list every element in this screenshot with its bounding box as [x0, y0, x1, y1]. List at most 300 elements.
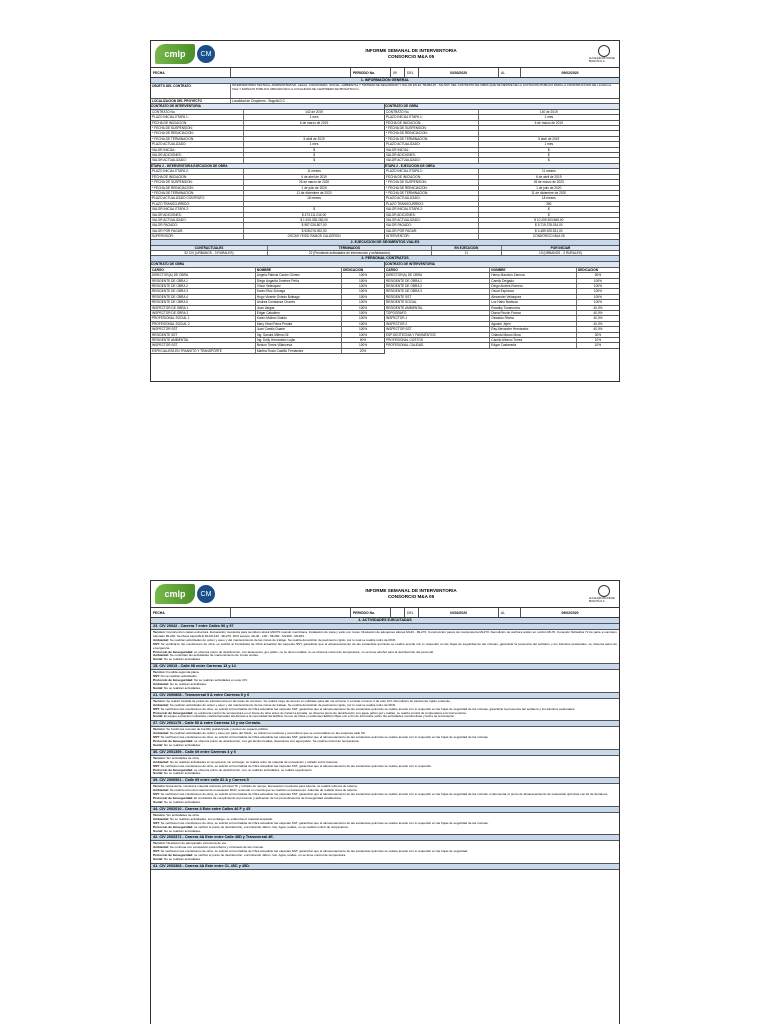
personnel-nombre: Alexander Velásquez — [490, 295, 577, 299]
fecha-label: FECHA — [151, 68, 231, 77]
report-title — [233, 588, 589, 600]
activity-line-text: No se realizan actividades en la semana; sin embargo, se realiza retiro de material de excavación y sellado sobre basuras. — [169, 759, 339, 764]
seal-icon — [598, 585, 610, 597]
period-to: 09/02/2020 — [561, 70, 579, 75]
col-nombre: NOMBRE — [490, 268, 577, 272]
row-label: PLAZO ACTUALIZADO: — [151, 142, 244, 146]
segment-value-cell: 22 (Pendiente actividades de intervención y señalización) — [268, 251, 432, 255]
activity-line-key: Ambiental: — [153, 702, 169, 707]
personnel-nombre: Martha Rocio Castillo Fernández — [256, 349, 342, 353]
objeto-text: INTERVENTORIA TECNICA, ADMINISTRATIVA, LEGAL, FINANCIERA, SOCIAL, AMBIENTAL Y SISTEMA DE SEGURIDAD Y SALUD EN EL TRABAJO - SG-SST, DEL CONTRATO DE OBRA QUE SE DERIVE DE LA LICITACION PUBLICA PARA LA CONSTRUCCION DE LA MALLA VIAL Y ESPACIO PUBLICO UBICADO EN LA LOCALIDAD DE CHAPINERO EN BOGOTA D.C. — [232, 84, 612, 91]
personnel-nombre: Andrea Constanza Chaves — [256, 300, 342, 304]
row-label: PLAZO INICIAL ETAPA 1: — [151, 115, 244, 119]
al-label: AL — [499, 608, 521, 617]
fecha-value — [231, 608, 351, 617]
activity-body — [151, 784, 619, 807]
activity-line-text: No se realizan actividades. — [164, 800, 202, 804]
personnel-nombre: Karen Molina Giraldo — [256, 316, 342, 320]
personnel-dedicacion: 100% — [358, 343, 368, 348]
personnel-nombre: Orlando Mauro Mora — [490, 333, 577, 337]
activity-line-text: No se realizan actividades. — [164, 771, 202, 776]
personal-obra-table — [151, 262, 385, 354]
activity-line-text: No se realizan actividades en este CIV. — [194, 678, 248, 683]
personnel-dedicacion: 30% — [594, 332, 602, 337]
activity-line — [153, 801, 617, 805]
personnel-cargo: ESP.GEOTECNIA Y PAVIMENTOS — [385, 333, 490, 337]
col-dedicacion: DEDICACION — [343, 267, 364, 272]
logo-mark: cmlp — [155, 584, 195, 604]
personnel-cargo: RESIDENTE DE OBRA 2 — [151, 284, 256, 288]
personnel-dedicacion: 100% — [358, 332, 368, 337]
row-value: $ 4.489.925.531,00 — [535, 228, 563, 233]
periodo-label: PERIODO No. — [351, 68, 391, 77]
personnel-cargo: INSPECTOR DE OBRA 2 — [151, 311, 256, 315]
personnel-nombre: Ray Alexander Hernández — [490, 327, 577, 331]
period-to: 09/02/2020 — [561, 610, 579, 615]
personnel-cargo: RESIDENTE SST — [385, 295, 490, 299]
row-label: * FECHA DE SUSPENSION: — [151, 126, 244, 130]
activity-line-text: se observa punto de desinfección, con no realizan actividades, se realiza seguimiento. — [194, 767, 313, 772]
activity-line-text: Se realizan actividades de orden y aseo por parte del SGAL, se retiran los residuos y escombros que se encontraban en las esquinas calle 50. — [169, 731, 366, 736]
row-label: VALOR INICIAL ETAPA 2: — [385, 207, 479, 211]
personnel-dedicacion: 100% — [358, 327, 368, 332]
segment-value-cell: 19 (URBANOS - 3 RURALES) — [539, 250, 582, 255]
activity-line-key: Ambiental: — [153, 731, 169, 736]
row-value: 18 meses — [307, 196, 321, 201]
personnel-dedicacion: 100% — [593, 289, 602, 294]
activity-line-key: Ambiental: — [153, 653, 169, 658]
personnel-cargo: INSPECTOR SST — [151, 343, 256, 347]
title-line-2: CONSORCIO M&A 05 — [387, 54, 435, 59]
personnel-cargo: RESIDENTE DE OBRA 1 — [151, 279, 256, 283]
row-label: VALOR POR PAGAR: — [151, 229, 244, 233]
row-value: $ 987.026.807,00 — [301, 223, 327, 228]
personal-obra-title: CONTRATO DE OBRA — [151, 262, 384, 267]
activity-title: 41. CIV 2003368 - Carrera 4A Este entre CL 45C y 45D. — [151, 864, 619, 870]
activity-line-key: Ambiental: — [153, 845, 169, 850]
seal-text: ALCALDÍA MAYOR DE BOGOTÁ D.C. — [589, 597, 615, 603]
activity-line-text: Se realizó fundida de juntas de transferencia en las losas de concreto. Se realiza riego de acceso en subbase para dar vía al tramo 1 a iniciar el tramo 2 de este CIV. Demolición de pavimento rígido existente. — [166, 698, 451, 703]
activity-line-text: Se verificaron las condiciones de obra, se solicitó al Contratista de Obra actualizar las carpetas SST, garantizar que el almacenamiento de las sustancias químicas se realice acorde con lo requerido en las hojas de seguridad de las mismas, garantizar la presencia del señalero y los tránsitos peatonales. — [160, 706, 576, 711]
activity-line-key: Tecnico: — [153, 698, 166, 703]
personnel-cargo: RESIDENTE DE OBRA 5 — [151, 300, 256, 304]
activity-title: 37. CIV 2001175 - Calle 50 A entre Carreras 13 y vía Cerrada. — [151, 721, 619, 727]
activity-line-key: Tecnico: — [153, 630, 166, 634]
activity-line-key: Social: — [153, 800, 164, 804]
section-segmentos: 2. EJECUCION DE SEGMENTOS VIALES — [151, 240, 619, 246]
personnel-cargo: RESIDENTE AMBIENTAL — [151, 338, 256, 342]
activity-line-text: No se realizan actividades. — [164, 857, 202, 862]
row-value — [479, 126, 619, 130]
activity-line-key: Protocolo de bioseguridad: — [153, 824, 194, 829]
activity-line-text: se verificó el punto de desinfección, encontrando Jabón, Gel, Agua, toallas, no se tiene control de temperatura. — [194, 853, 347, 858]
personnel-nombre: Diana Pinzón Franco — [490, 311, 577, 315]
activity-line-text: Se verificaron las condiciones de obra, se solicitó al Contratista de Obra actualizar las carpetas SST, garantizar que el almacenamiento de las sustancias químicas se realice acorde con lo requerido en las hojas de seguridad. — [160, 849, 469, 854]
row-value: 11 de diciembre de 2020 — [296, 190, 332, 195]
personal-interv-title: CONTRATO DE INTERVENTORIA — [385, 262, 619, 267]
activity-line-text: No se realizan actividades. — [164, 685, 202, 690]
activity-body — [151, 841, 619, 864]
personnel-nombre: Camilo Alfonso Torres — [490, 338, 577, 342]
row-label: INTERVENTOR: — [385, 234, 479, 238]
activity-line-key: SST: — [153, 849, 160, 854]
activity-line-text: Se verificaron las condiciones de obra, se solicitó al Contratista de Obra actualizar las carpetas SST, garantizar que el almacenamiento de las sustancias químicas se realice acorde con lo requerido en las hojas de seguridad de las mismas. — [160, 820, 489, 825]
activity-line-text: Sin actividades de obra. — [166, 755, 200, 760]
personnel-cargo: PROFESIONAL COSTOS — [385, 338, 490, 342]
activity-line-key: Tecnico: — [153, 812, 166, 817]
report-title — [233, 48, 589, 60]
activity-line-text: No se realizan actividades. — [164, 828, 202, 833]
personnel-dedicacion: 100% — [358, 316, 368, 321]
segment-header-cell: POR INICIAR — [550, 245, 571, 250]
personnel-dedicacion: 20% — [359, 348, 367, 353]
row-value: 11 meses — [541, 169, 556, 174]
title-line-1: INFORME SEMANAL DE INTERVENTORIA — [365, 588, 457, 593]
personnel-dedicacion: 40,0% — [593, 316, 603, 321]
activity-line-text: Se verificaron las condiciones de obra, se solicitó al Contratista de Obra actualizar las carpetas SST, garantizar que el almacenamiento de las sustancias químicas se realice acorde con lo requerido en las hojas de seguridad de las mismas, garantizar la presencia del señalero y los tránsitos peatonales, se observa aviso de emergencia. — [153, 641, 617, 650]
personnel-cargo: PROFESIONAL CALIDAD — [385, 343, 490, 347]
consortium-logo — [151, 42, 233, 66]
personnel-cargo: RESIDENTE DE OBRA 3 — [151, 289, 256, 293]
row-label: * FECHA DE SUSPENSION: — [385, 180, 479, 184]
row-label: PLAZO INICIAL ETAPA 2: — [151, 169, 244, 173]
activity-line-text: se evidencia control de temperatura en el frente de obra antes de iniciar la jornada, se observa punto de desinfección con agua, jabón gel y toallas, se realiza control de temperatura a la interventoría. — [194, 710, 467, 715]
activity-body — [151, 813, 619, 836]
period-from: 03/02/2020 — [419, 608, 499, 617]
row-value: $ — [547, 158, 550, 163]
segment-header-cell: EN EJECUCION — [432, 246, 502, 250]
row-value: 1 mes — [544, 115, 554, 120]
row-value: 6 de abril de 2019 — [301, 174, 327, 179]
personnel-dedicacion: 50% — [359, 338, 367, 343]
activity-line-key: Protocolo de bioseguridad: — [153, 853, 194, 858]
activity-line-text: Nivelación de adoquinado estructura de vía. — [166, 841, 227, 846]
row-value — [244, 202, 384, 206]
etapa2-obra-title: ETAPA 2 - EJECUCION DE OBRA — [385, 164, 619, 169]
row-value: $ — [313, 207, 315, 212]
activity-line-text: Se verificaron las condiciones de obra, se solicitó al Contratista de Obra actualizar las carpetas SST, garantizar que el almacenamiento de las sustancias químicas se realice acorde con lo requerido. — [160, 763, 432, 768]
report-page-1 — [150, 40, 620, 382]
etapa2-interventoria-table — [151, 164, 385, 240]
row-label: PLAZO ACTUALIZADO: — [385, 142, 479, 146]
contracts-block — [151, 104, 619, 163]
personnel-dedicacion: 50% — [594, 273, 602, 278]
activity-line-text: No se realizan actividades. — [169, 681, 207, 686]
fecha-label: FECHA — [151, 608, 231, 617]
activity-line-key: SST: — [153, 735, 160, 740]
activity-line-key: Social: — [153, 714, 164, 719]
row-value: $ — [313, 158, 315, 163]
title-line-2: CONSORCIO M&A 05 — [387, 594, 435, 599]
row-label: * FECHA DE TERMINACION: — [151, 191, 244, 195]
row-label: VALOR ACTUALIZADO: — [385, 218, 479, 222]
activity-line — [153, 772, 617, 776]
period-from: 03/02/2020 — [419, 68, 499, 77]
activity-line-key: Ambiental: — [153, 759, 169, 764]
personnel-nombre: Mary Yesel Parra Peralta — [256, 322, 342, 326]
personnel-dedicacion: 100% — [358, 321, 368, 326]
personnel-dedicacion: 100% — [358, 294, 368, 299]
row-label: SUPERVISOR: — [151, 234, 244, 238]
city-seal — [589, 583, 619, 605]
activity-line-key: Protocolo de bioseguridad: — [153, 710, 194, 715]
personnel-dedicacion: 100% — [358, 273, 368, 278]
row-label: FECHA DE INICIACION: — [385, 121, 479, 125]
row-label: VALOR INICIAL ETAPA 2: — [151, 207, 244, 211]
personnel-nombre: Luz Hahn Barbosa — [490, 300, 577, 304]
row-value: 6 de abril de 2019 — [536, 174, 562, 179]
section-personal: 3. PERSONAL CONTRATOS — [151, 256, 619, 262]
personnel-nombre: Hugo Vicente Oviedo Buitrago — [256, 295, 342, 299]
row-value — [244, 126, 384, 130]
personnel-nombre: Oswaldo Rivera — [490, 316, 577, 320]
activity-line-key: Protocolo de bioseguridad: — [153, 796, 194, 801]
activity-line-text: El contratista da cumplimiento al protocolo y aplicación de los procedimientos de bioseguridad establecidos. — [194, 796, 343, 801]
col-cargo: CARGO — [385, 268, 490, 272]
personnel-nombre: Nelson Torres Villanueva — [256, 343, 342, 347]
row-value — [479, 131, 619, 135]
row-value: $ — [313, 147, 315, 152]
activity-line-text: Se realiza retiro del material de excavación RCD, teniendo en cuenta que se realizan excavaciones. Además de realizar línea de tubería. — [169, 788, 358, 793]
row-value: $ 473.111.016,00 — [301, 212, 327, 217]
activity-line-text: Sin actividades de obra. — [166, 812, 200, 817]
personnel-dedicacion: 100% — [358, 311, 368, 316]
personnel-nombre: Diego Angarita Jiménez Peña — [256, 279, 342, 283]
personnel-dedicacion: 40,0% — [593, 327, 603, 332]
row-value: 142 de 2019 — [305, 109, 323, 114]
activity-line-key: Protocolo de bioseguridad: — [153, 739, 194, 744]
activity-line-text: Se verificaron las condiciones de obra, se solicitó al Contratista de Obra actualizar las carpetas SST, garantizar que el almacenamiento de las sustancias químicas se realice acorde con lo requerido en las hojas de seguridad de las mismas, implementar el punto de almacenamiento de sustancias químicas con kit de derrames. — [160, 792, 609, 797]
personnel-cargo: INSPECTOR SST — [385, 327, 490, 331]
row-value: 5 abril de 2019 — [538, 136, 560, 141]
periodo-label: PERIODO No. — [351, 608, 391, 617]
section-actividades: 4. ACTIVIDADES EJECUTADAS — [151, 618, 619, 624]
etapa2-obra-table — [385, 164, 619, 240]
del-label: DEL — [405, 68, 419, 77]
row-label: * FECHA DE TERMINACION: — [151, 137, 244, 141]
activity-title: 39. CIV 2000561 - Calle 69 entre calle 82 A y Carrera 5 — [151, 778, 619, 784]
actividades-list — [151, 624, 619, 870]
personnel-cargo: RESIDENTE DE OBRA 3 — [385, 289, 490, 293]
activity-line — [153, 858, 617, 862]
personnel-nombre: Víctor Velasquez — [256, 284, 342, 288]
personnel-nombre: Juan Vargas — [256, 306, 342, 310]
row-label: PLAZO ACTUALIZADO: — [385, 196, 479, 200]
row-value: $ — [313, 153, 315, 158]
row-label: FECHA DE INICIACION: — [151, 175, 244, 179]
table-row — [385, 234, 619, 239]
row-value: $ 928.076.092,00 — [301, 228, 327, 233]
personnel-dedicacion: 100% — [358, 289, 368, 294]
activity-line-text: Se continua con excavación para tubería y el llenado de las mismas. — [169, 845, 264, 850]
personnel-dedicacion: 100% — [593, 278, 602, 283]
row-value: 18 meses — [541, 196, 556, 201]
segment-header-cell: CONTRACTUALES — [151, 246, 268, 250]
activity-line-key: Protocolo de bioseguridad: — [153, 649, 194, 654]
row-value: $ 5.719.378.034,00 — [535, 223, 563, 228]
activity-title: 44. CIV 2002010 - Carrera 4 Este entre Calles 46 F y 45 — [151, 807, 619, 813]
activity-line-text: Se continúan las actividades de mantenimiento de zonas verdes. — [169, 653, 259, 658]
row-label: PLAZO INICIAL ETAPA 2: — [385, 169, 479, 173]
activity-line-text: Se realizan actividades de orden y aseo y del mantenimiento de las zonas de trabajo. Se realiza demolición de pavimento rígido, por lo cual se realiza retiro de RCD. — [169, 637, 397, 642]
personnel-cargo: TOPOGRAFO — [385, 311, 490, 315]
row-value — [244, 131, 384, 135]
row-label: VALOR INICIAL: — [151, 148, 244, 152]
personnel-nombre: Ing. Sandra Milena Gil — [256, 333, 342, 337]
segment-value-cell: 11 — [432, 251, 502, 255]
row-label: FECHA DE INICIACION: — [151, 121, 244, 125]
activity-line-text: Fundida segunda placa. — [166, 670, 200, 675]
personnel-nombre: Juan Camilo Duarte — [256, 327, 342, 331]
personnel-nombre: Rosalby Tocaruncho — [490, 306, 577, 310]
etapa2-block — [151, 164, 619, 240]
activity-line-key: SST: — [153, 706, 160, 711]
row-label: * FECHA DE REINICIACION: — [151, 131, 244, 135]
personnel-nombre: Henry Mauricio Zamora — [490, 273, 577, 277]
activity-body — [151, 670, 619, 693]
activity-line-key: Tecnico: — [153, 727, 166, 732]
title-line-1: INFORME SEMANAL DE INTERVENTORIA — [365, 48, 457, 53]
row-value: OSCAR YESID RAMOS CALDERON — [287, 234, 341, 239]
activity-line — [153, 658, 617, 662]
section-info-general: 1. INFORMACION GENERAL — [151, 78, 619, 84]
row-label: VALOR ADICIONES: — [385, 153, 479, 157]
contrato-obra-title: CONTRATO DE OBRA — [385, 104, 619, 109]
activity-title: 21. CIV 2000808 - Transversal 5 A entre Carreras 5 y 6 — [151, 693, 619, 699]
report-header-2 — [151, 581, 619, 608]
personnel-cargo: INSPECTOR 1 — [385, 316, 490, 320]
activity-line — [153, 744, 617, 748]
row-value: $ — [547, 147, 550, 152]
row-label: PLAZO TRANSCURRIDO: — [151, 202, 244, 206]
row-value: 1 de julio de 2020 — [301, 185, 327, 190]
contrato-interventoria-title: CONTRATO DE INTERVENTORIA — [151, 104, 384, 109]
activity-line-key: Tecnico: — [153, 784, 166, 789]
del-label: DEL — [405, 608, 419, 617]
personnel-dedicacion: 100% — [593, 294, 602, 299]
objeto-row — [151, 84, 619, 99]
personnel-dedicacion: 10% — [594, 338, 602, 343]
activity-line-text: El equipo social del contratista, realiza llamadas telefónicas a la comunidad del Edificio Conos de Oliva y residentes Edificio Pijao con el fin de informarle sobre las actividades constructivas y fecha de terminación. — [164, 714, 455, 719]
row-value: 5 abril de 2019 — [303, 136, 325, 141]
row-label: CONTRATO No. — [151, 110, 244, 114]
personnel-dedicacion: 100% — [358, 284, 368, 288]
row-label: VALOR ACTUALIZADO: — [385, 158, 479, 162]
activity-line-key: Ambiental: — [153, 788, 169, 793]
activity-line-key: SST: — [153, 674, 160, 679]
activity-line-text: No se realizan actividades, sin embargo, se evidencia el material acopiado. — [169, 816, 274, 821]
personnel-dedicacion: 40,0% — [593, 311, 603, 316]
row-label: CONTRATO No. — [385, 110, 479, 114]
seal-text: ALCALDÍA MAYOR DE BOGOTÁ D.C. — [589, 57, 615, 63]
contrato-obra-table — [385, 104, 619, 163]
personnel-dedicacion: 10% — [594, 343, 602, 348]
report-header — [151, 41, 619, 68]
activity-line-key: Social: — [153, 685, 164, 690]
personnel-cargo: ESPECIALISTA EN TRANSITO Y TRANSPORTE — [151, 349, 256, 353]
period-row-2 — [151, 608, 619, 618]
personnel-nombre: Diego Andrés Romero — [490, 284, 577, 288]
row-label: PLAZO INICIAL ETAPA 1: — [385, 115, 479, 119]
segment-header-cell: TERMINADOS — [268, 246, 432, 250]
row-label: VALOR PAGADO: — [385, 223, 479, 227]
row-value: 1 de julio de 2020 — [536, 185, 562, 190]
personnel-dedicacion: 100% — [358, 300, 368, 305]
row-value: $ 1.915.335.282,00 — [300, 217, 328, 222]
activity-line-text: Se verificaron las condiciones de obra, se solicitó al Contratista de Obra actualizar las carpetas SST, garantizar que el almacenamiento de las sustancias químicas se realice acorde con lo requerido en las hojas de seguridad de las mismas. — [160, 735, 489, 740]
row-value: 11 de diciembre de 2020 — [531, 190, 567, 195]
personnel-cargo: RESIDENTE AMBIENTAL — [385, 306, 490, 310]
row-label: PLAZO ACTUALIZADO CONTRATO: — [151, 196, 244, 200]
row-label: * FECHA DE REINICIACION: — [385, 186, 479, 190]
activity-line-key: Ambiental: — [153, 816, 169, 821]
activity-line-text: Excavación mecánica material sobrante principal TF y retirado de campo. Excavación mecánica para tubería, se realiza rellenos de tubería. — [166, 784, 358, 789]
contrato-interventoria-table — [151, 104, 385, 163]
activity-line-key: Tecnico: — [153, 755, 166, 760]
report-page-2 — [150, 580, 620, 1024]
activity-body — [151, 727, 619, 750]
row-value: 1 mes — [544, 142, 554, 147]
row-value: 26 de marzo de 2020 — [299, 180, 330, 185]
row-label: * FECHA DE REINICIACION: — [385, 131, 479, 135]
localizacion-text: Localidad de Chapinero - Bogotá D.C. — [232, 99, 286, 103]
al-label: AL — [499, 68, 521, 77]
activity-line-key: Social: — [153, 828, 164, 833]
activity-line-text: Se fundió las cunetas de bordillo prefabricado y ductos de espacio público. — [166, 727, 269, 732]
row-value: $ 10.209.303.565,00 — [534, 217, 564, 222]
personnel-row — [385, 343, 619, 348]
personnel-nombre: Karen Ruiz Zuluaga — [256, 289, 342, 293]
row-value: $ — [547, 207, 550, 212]
personnel-cargo: DIRECTOR(A) DE OBRA — [151, 273, 256, 277]
row-value: 11 meses — [307, 169, 321, 174]
activity-line-text: No se realizan actividades. — [164, 742, 202, 747]
personnel-dedicacion: 100% — [358, 278, 368, 283]
activity-title: 42. CIV 2003372 - Carrera 4A Este entre Calle 45D y Transversal 4E. — [151, 835, 619, 841]
row-value: 350 — [546, 201, 552, 206]
city-seal — [589, 43, 619, 65]
activity-title: 23. CIV 20042 - Carrera 7 entre Calles 96 y 97 — [151, 624, 619, 630]
activity-line-key: Ambiental: — [153, 681, 169, 686]
personal-block — [151, 262, 619, 354]
row-value: 26 de marzo de 2020 — [533, 180, 564, 185]
row-value: 140 de 2019 — [539, 109, 558, 114]
row-label: * FECHA DE TERMINACION: — [385, 137, 479, 141]
row-value: $ — [547, 212, 550, 217]
personnel-cargo: INSPECTOR SST — [151, 327, 256, 331]
logo-circle: CM — [197, 585, 215, 603]
activity-body — [151, 630, 619, 664]
activity-line-text: se verificó el punto de desinfección, encontrando Jabón, Gel, Agua, toallas, no se realiza control de temperatura. — [194, 824, 349, 829]
activity-line-text: se observa punto de desinfección, con gel alcohol toallas, lavamanos con agua jabón. Se realiza control de temperatura. — [194, 739, 360, 744]
segment-value-cell: 52 CIV (URBANOS - 3 RURALES) — [151, 251, 268, 255]
personnel-cargo: PROFESIONAL SOCIAL 1 — [151, 316, 256, 320]
activity-line-key: Tecnico: — [153, 670, 166, 675]
personnel-dedicacion: 100% — [358, 305, 368, 310]
activity-line-key: Tecnico: — [153, 841, 166, 846]
activity-line — [153, 687, 617, 691]
activity-line-key: Protocolo de bioseguridad: — [153, 767, 194, 772]
activity-line-key: SST: — [153, 641, 160, 646]
activity-line-key: Ambiental: — [153, 637, 169, 642]
row-label: VALOR ACTUALIZADO: — [151, 218, 244, 222]
row-label: VALOR ACTUALIZADO: — [151, 158, 244, 162]
activity-line-text: Se realizan actividades de orden y aseo y del mantenimiento de las zonas de trabajo. Se realiza demolición de pavimento rígido, por lo cual se realiza retiro de RCD. — [169, 702, 397, 707]
logo-mark: cmlp — [155, 44, 195, 64]
row-label: * FECHA DE TERMINACION: — [385, 191, 479, 195]
personnel-row — [151, 349, 384, 354]
activity-line-text: Construcción capas estructura. Excavación mecánica para sumidero altura MLD70 cuando membrana. Instalación de capa y sello con rocas. Nivelación de adoquines alturas ML40 - ML270. Construcción pasos de mampostería ML270. Demolición de anchura andén en cordón ML70. Conexión hidráulica 72 de parte a sumidero afectado ML240. Se libera capa MLD 60-ML140 - ML270, 40% avance. ML40 - 100 - ML260 - ML260 - ML284. — [153, 630, 617, 638]
